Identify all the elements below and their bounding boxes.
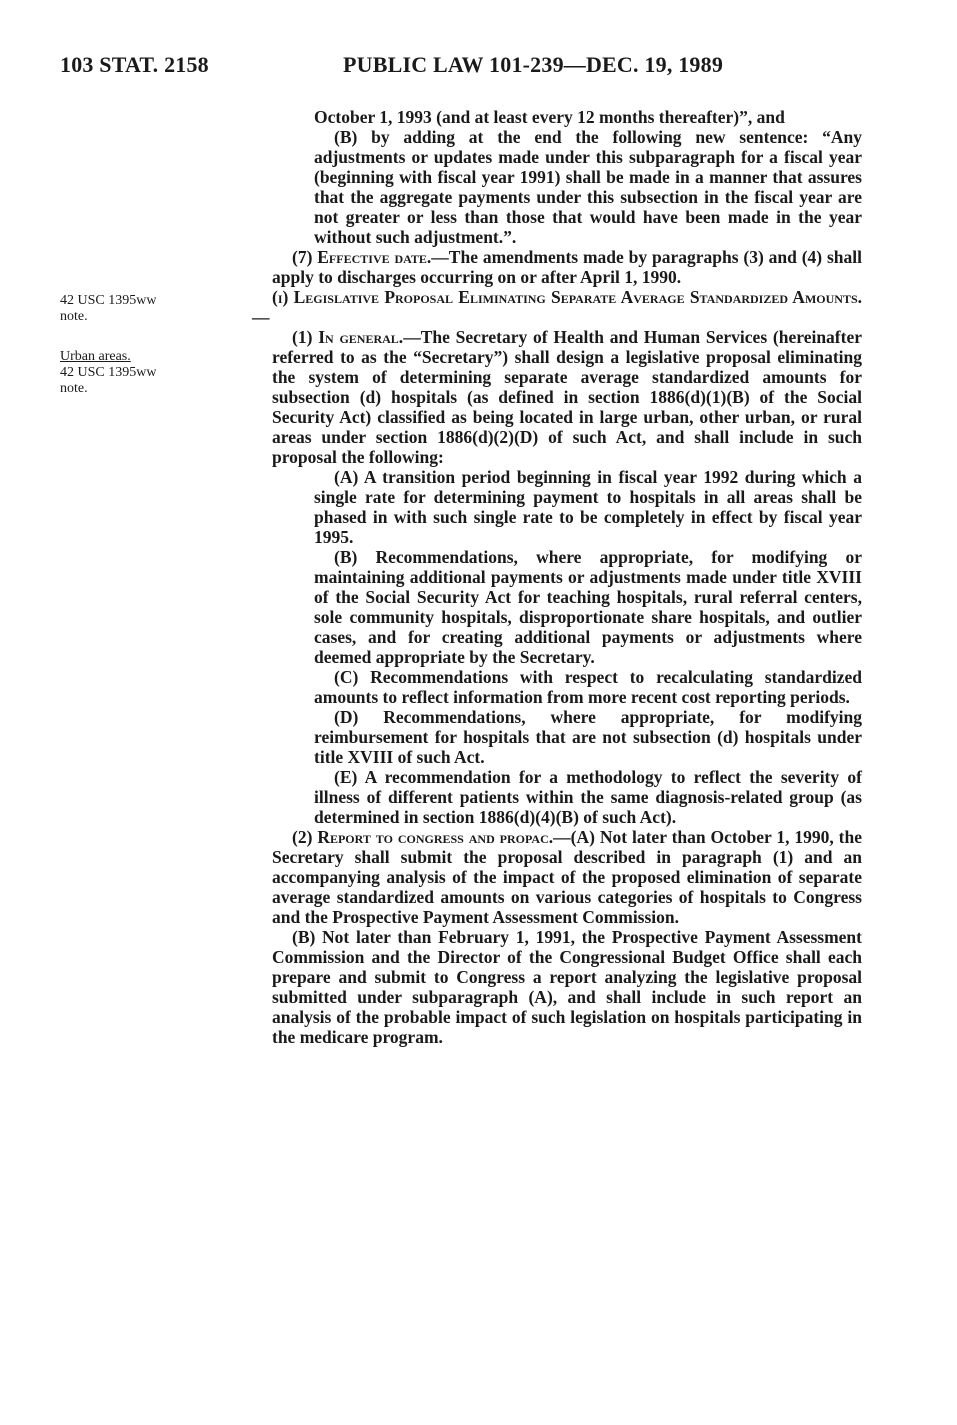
heading-dash: — [252, 307, 270, 327]
margin-note-urban-areas-label: Urban areas. [60, 349, 131, 364]
paragraph-c-recalculating: (C) Recommendations with respect to recalculating standardized amounts to reflect information from more recent cost reporting periods. [314, 667, 862, 707]
page-header [60, 52, 900, 86]
subsection-i-heading [252, 287, 862, 327]
margin-note-usc-1-line2: note. [60, 309, 88, 324]
paragraph-7-text: —The amendments made by paragraphs (3) and (4) shall apply to discharges occurring on or after April 1, 1990. [272, 247, 862, 287]
margin-note-usc-2-line2: note. [60, 381, 88, 396]
paragraph-7-effective-date [272, 247, 862, 287]
heading-legislative-proposal: (i) Legislative Proposal Eliminating Separate Average Standardized Amounts. [272, 287, 862, 307]
margin-note-usc-1-line1: 42 USC 1395ww [60, 293, 157, 308]
heading-report-to-congress: (2) Report to congress and propac. [292, 827, 554, 847]
paragraph-2-text: —(A) Not later than October 1, 1990, the Secretary shall submit the proposal described in paragraph (1) and an accompanying analysis of the impact of the proposed elimination of separate average standardized amounts on various categories of hospitals to Congress and the Prospective Payment Assessment Commission. [272, 827, 863, 927]
paragraph-d-reimbursement: (D) Recommendations, where appropriate, for modifying reimbursement for hospitals that are not subsection (d) hospitals under title XVIII of such Act. [314, 707, 862, 767]
paragraph-a-transition: (A) A transition period beginning in fiscal year 1992 during which a single rate for determining payment to hospitals in all areas shall be phased in with such single rate to be completely in effect by fiscal year 1995. [314, 467, 862, 547]
paragraph-2-report [272, 827, 862, 927]
statute-page-number: 103 STAT. 2158 [60, 52, 209, 77]
heading-effective-date: (7) Effective date. [292, 247, 432, 267]
paragraph-b-recommendations: (B) Recommendations, where appropriate, for modifying or maintaining additional payments or adjustments made under title XVIII of the Social Security Act for teaching hospitals, rural referral centers, sole community hospitals, disproportionate share hospitals, and outlier cases, and for creating additional payments or adjustments where deemed appropriate by the Secretary. [314, 547, 862, 667]
margin-note-urban-areas [60, 349, 260, 397]
margin-note-usc-1 [60, 293, 260, 325]
law-title-date: PUBLIC LAW 101-239—DEC. 19, 1989 [343, 52, 724, 77]
paragraph-2b-report: (B) Not later than February 1, 1991, the Prospective Payment Assessment Commission and the Director of the Congressional Budget Office shall each prepare and submit to Congress a report analyzing the legislative proposal submitted under subparagraph (A), and shall include in such report an analysis of the probable impact of such legislation on hospitals participating in the medicare program. [272, 927, 862, 1047]
paragraph-continuation: October 1, 1993 (and at least every 12 months thereafter)”, and [314, 107, 785, 127]
paragraph-b-amendment [272, 127, 862, 247]
margin-note-usc-2-line1: 42 USC 1395ww [60, 365, 157, 380]
paragraph-e-methodology: (E) A recommendation for a methodology to reflect the severity of illness of different patients within the same diagnosis-related group (as determined in section 1886(d)(4)(B) of such Act). [314, 767, 862, 827]
paragraph-b-amendment-text: (B) by adding at the end the following new sentence: “Any adjustments or updates made under this subparagraph for a fiscal year (beginning with fiscal year 1991) shall be made in a manner that assures that the aggregate payments under this subsection in the fiscal year are not greater or less than those that would have been made in the year without such adjustment.”. [314, 127, 862, 247]
heading-in-general: (1) In general. [292, 327, 404, 347]
paragraph-1-in-general [272, 327, 862, 467]
paragraph-1-text: —The Secretary of Health and Human Services (hereinafter referred to as the “Secretary”) shall design a legislative proposal eliminating the system of determining separate average standardized amounts for subsection (d) hospitals (as defined in section 1886(d)(1)(B) of the Social Security Act) classified as being located in large urban, other urban, or rural areas under section 1886(d)(2)(D) of such Act, and shall include in such proposal the following: [272, 327, 863, 467]
main-text [252, 107, 863, 1047]
